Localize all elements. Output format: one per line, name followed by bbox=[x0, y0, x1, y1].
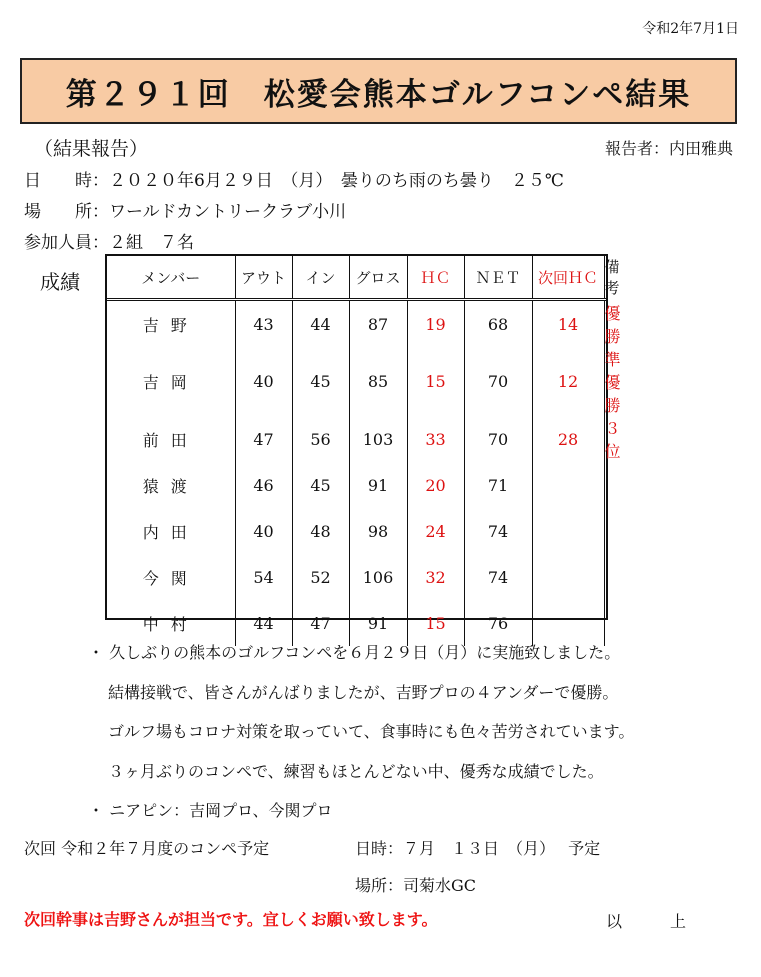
member-name: 内田 bbox=[107, 508, 235, 554]
net-score: 76 bbox=[464, 600, 532, 646]
header-hc: ＨＣ bbox=[407, 256, 464, 300]
remark: 優勝 bbox=[604, 304, 621, 346]
next-hc-value: 28 bbox=[532, 416, 604, 462]
table-row bbox=[107, 347, 606, 416]
hc-value: 24 bbox=[407, 508, 464, 554]
remark bbox=[604, 554, 606, 600]
next-hc-value bbox=[532, 462, 604, 508]
out-score: 47 bbox=[235, 416, 292, 462]
member-name: 吉野 bbox=[107, 300, 235, 348]
gross-score: 98 bbox=[349, 508, 407, 554]
hc-value: 19 bbox=[407, 300, 464, 348]
gross-score: 91 bbox=[349, 600, 407, 646]
out-score: 54 bbox=[235, 554, 292, 600]
in-score: 47 bbox=[292, 600, 349, 646]
note-line: ゴルフ場もコロナ対策を取っていて、食事時にも色々苦労されています。 bbox=[108, 722, 635, 741]
hc-value: 15 bbox=[407, 600, 464, 646]
remark: ３ 位 bbox=[604, 419, 637, 461]
net-score: 74 bbox=[464, 508, 532, 554]
table-row bbox=[107, 554, 606, 600]
gross-score: 103 bbox=[349, 416, 407, 462]
note-line: ３ヶ月ぶりのコンペで、練習もほとんどない中、優秀な成績でした。 bbox=[108, 762, 604, 781]
in-score: 48 bbox=[292, 508, 349, 554]
net-score: 68 bbox=[464, 300, 532, 348]
table-row bbox=[107, 462, 606, 508]
hc-value: 33 bbox=[407, 416, 464, 462]
out-score: 40 bbox=[235, 508, 292, 554]
table-row bbox=[107, 416, 606, 462]
next-manager-notice: 次回幹事は吉野さんが担当です。宜しくお願い致します。 bbox=[24, 910, 438, 929]
out-score: 46 bbox=[235, 462, 292, 508]
next-hc-value: 14 bbox=[532, 300, 604, 348]
date-label: 日 時： bbox=[24, 171, 109, 191]
report-heading: （結果報告） bbox=[34, 138, 149, 160]
in-score: 45 bbox=[292, 347, 349, 416]
info-date-row bbox=[24, 166, 564, 191]
header-member: メンバー bbox=[107, 256, 235, 300]
page-title-box bbox=[20, 58, 737, 124]
gross-score: 106 bbox=[349, 554, 407, 600]
place-value: ワールドカントリークラブ小川 bbox=[109, 202, 347, 222]
in-score: 52 bbox=[292, 554, 349, 600]
net-score: 70 bbox=[464, 416, 532, 462]
remark bbox=[604, 508, 606, 554]
out-score: 40 bbox=[235, 347, 292, 416]
net-score: 74 bbox=[464, 554, 532, 600]
member-name: 中村 bbox=[107, 600, 235, 646]
remark bbox=[604, 462, 606, 508]
member-name: 前田 bbox=[107, 416, 235, 462]
in-score: 44 bbox=[292, 300, 349, 348]
hc-value: 20 bbox=[407, 462, 464, 508]
participants: 参加人員：２組 ７名 bbox=[24, 233, 194, 253]
header-next-hc: 次回ＨＣ bbox=[532, 256, 604, 300]
closing-text: 以 上 bbox=[606, 912, 687, 931]
info-place-row bbox=[24, 197, 346, 222]
gross-score: 85 bbox=[349, 347, 407, 416]
score-table bbox=[105, 254, 637, 634]
out-score: 44 bbox=[235, 600, 292, 646]
next-hc-value: 12 bbox=[532, 347, 604, 416]
in-score: 56 bbox=[292, 416, 349, 462]
next-datetime: 日時：７月 １３日 （月） 予定 bbox=[355, 839, 601, 858]
member-name: 吉岡 bbox=[107, 347, 235, 416]
header-remarks: 備考 bbox=[604, 258, 620, 297]
header-gross: グロス bbox=[349, 256, 407, 300]
date-value: ２０２０年6月２９日 （月） 曇りのち雨のち曇り ２５℃ bbox=[109, 171, 564, 191]
table-row bbox=[107, 508, 606, 554]
member-name: 猿渡 bbox=[107, 462, 235, 508]
remark: 準優勝 bbox=[604, 350, 621, 415]
header-in: イン bbox=[292, 256, 349, 300]
hc-value: 32 bbox=[407, 554, 464, 600]
next-competition-plan: 次回 令和２年７月度のコンペ予定 bbox=[24, 839, 270, 858]
reporter: 報告者：内田雅典 bbox=[604, 139, 733, 158]
table-row bbox=[107, 300, 606, 348]
next-place: 場所：司菊水GC bbox=[355, 876, 477, 895]
net-score: 71 bbox=[464, 462, 532, 508]
note-line: 結構接戦で、皆さんがんばりましたが、吉野プロの４アンダーで優勝。 bbox=[108, 683, 619, 702]
member-name: 今関 bbox=[107, 554, 235, 600]
next-hc-value bbox=[532, 554, 604, 600]
hc-value: 15 bbox=[407, 347, 464, 416]
net-score: 70 bbox=[464, 347, 532, 416]
gross-score: 87 bbox=[349, 300, 407, 348]
note-nearpin: ・ ニアピン：吉岡プロ、今関プロ bbox=[88, 801, 333, 820]
place-label: 場 所： bbox=[24, 202, 109, 222]
page-title: 第２９１回 松愛会熊本ゴルフコンペ結果 bbox=[65, 76, 692, 113]
next-hc-value bbox=[532, 508, 604, 554]
score-label: 成績 bbox=[40, 270, 80, 294]
document-date: 令和2年7月1日 bbox=[642, 21, 739, 37]
table-header-row bbox=[107, 256, 606, 300]
gross-score: 91 bbox=[349, 462, 407, 508]
in-score: 45 bbox=[292, 462, 349, 508]
out-score: 43 bbox=[235, 300, 292, 348]
note-line: ・ 久しぶりの熊本のゴルフコンペを６月２９日（月）に実施致しました。 bbox=[88, 643, 621, 662]
header-out: アウト bbox=[235, 256, 292, 300]
header-net: ＮＥＴ bbox=[464, 256, 532, 300]
